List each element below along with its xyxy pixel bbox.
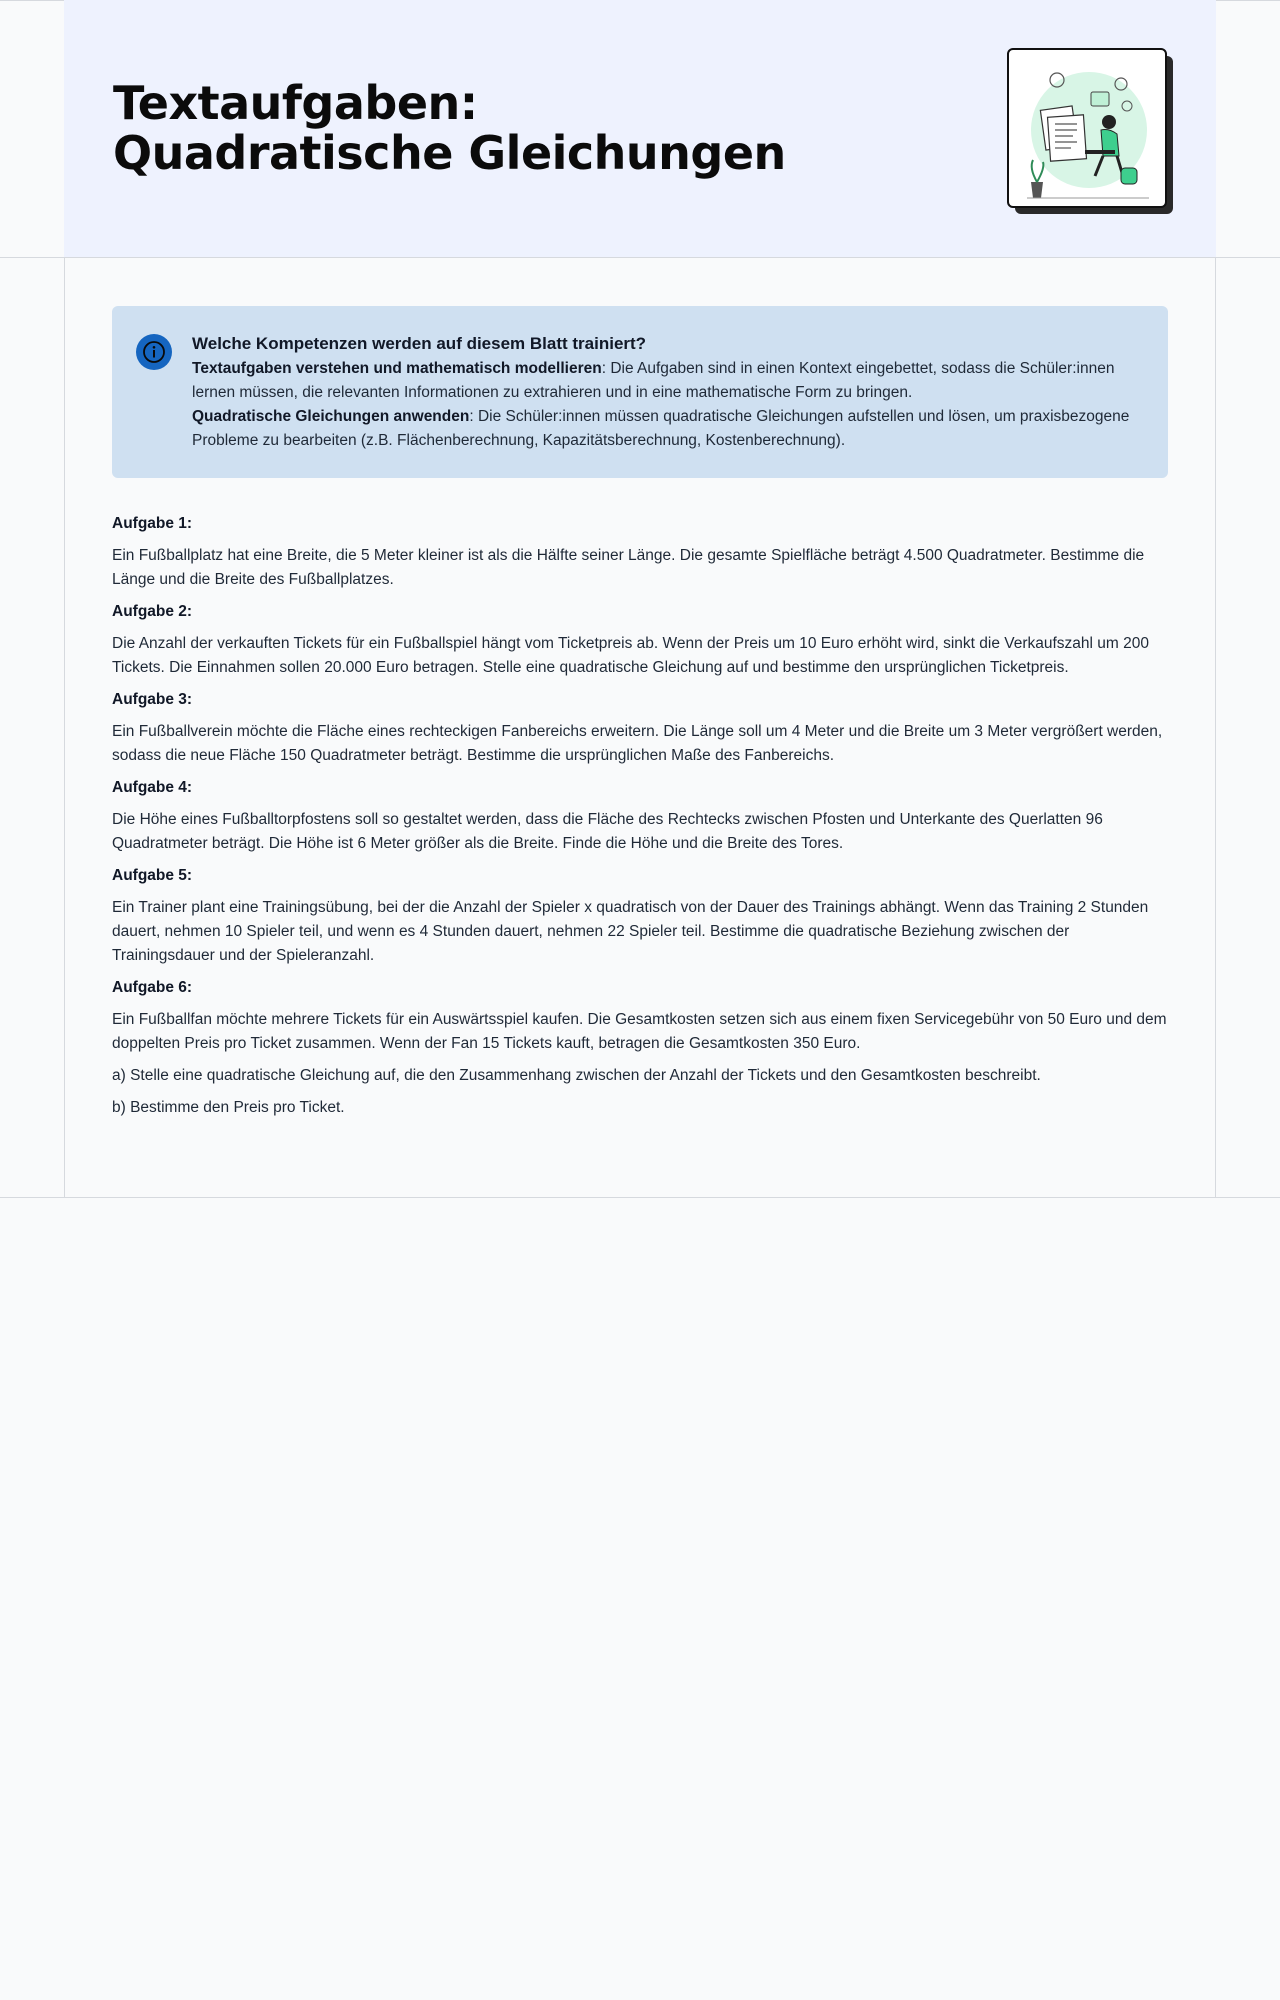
task-title: Aufgabe 4:: [112, 779, 193, 796]
page-title: [113, 78, 786, 178]
task-title: Aufgabe 6:: [112, 979, 193, 996]
worksheet-content: [112, 306, 1168, 1128]
task-2: [112, 600, 1168, 680]
task-subquestion-a: a) Stelle eine quadratische Gleichung auf, die den Zusammenhang zwischen der Anzahl der Tickets und den Gesamtkosten beschreibt.: [112, 1067, 1041, 1084]
header-divider-line: [0, 257, 1280, 258]
task-text: Die Anzahl der verkauften Tickets für ein Fußballspiel hängt vom Ticketpreis ab. Wenn der Preis um 10 Euro erhöht wird, sinkt die Verkaufszahl um 200 Tickets. Die Einnahmen sollen 20.000 Euro betragen. Stelle eine quadratische Gleichung auf und bestimme den ursprünglichen Ticketpreis.: [112, 635, 1150, 676]
title-line-1: Textaufgaben:: [113, 76, 478, 130]
task-title: Aufgabe 3:: [112, 691, 193, 708]
task-title: Aufgabe 2:: [112, 603, 193, 620]
task-5: [112, 864, 1168, 968]
task-title: Aufgabe 5:: [112, 867, 193, 884]
competency-item: [192, 357, 1138, 405]
task-title: Aufgabe 1:: [112, 515, 193, 532]
task-text: Ein Fußballplatz hat eine Breite, die 5 Meter kleiner ist als die Hälfte seiner Länge. Die gesamte Spielfläche beträgt 4.500 Quadratmeter. Bestimme die Länge und die Breite des Fußballplatzes.: [112, 547, 1145, 588]
competency-label: Quadratische Gleichungen anwenden: [192, 408, 470, 425]
worksheet-header: [64, 0, 1216, 257]
student-studying-illustration-svg: [1009, 50, 1165, 206]
task-6: [112, 976, 1168, 1120]
task-text: Die Höhe eines Fußballtorpfostens soll so gestaltet werden, dass die Fläche des Rechtecks zwischen Pfosten und Unterkante des Querlatten 96 Quadratmeter beträgt. Die Höhe ist 6 Meter größer als die Breite. Finde die Höhe und die Breite des Tores.: [112, 811, 1103, 852]
info-icon: [136, 334, 172, 370]
competency-text: : Die Schüler:innen müssen quadratische Gleichungen aufstellen und lösen, um praxisbezogene Probleme zu bearbeiten (z.B. Flächenberechnung, Kapazitätsberechnung, Kostenberechnung).: [192, 408, 1130, 449]
header-illustration: [1007, 48, 1169, 210]
competency-text: : Die Aufgaben sind in einen Kontext eingebettet, sodass die Schüler:innen lernen müssen, die relevanten Informationen zu extrahieren und in eine mathematische Form zu bringen.: [192, 360, 1115, 401]
task-text: Ein Trainer plant eine Trainingsübung, bei der die Anzahl der Spieler x quadratisch von der Dauer des Trainings abhängt. Wenn das Training 2 Stunden dauert, nehmen 10 Spieler teil, und wenn es 4 Stunden dauert, nehmen 22 Spieler teil. Bestimme die quadratische Beziehung zwischen der Trainingsdauer und der Spieleranzahl.: [112, 899, 1149, 964]
task-text: Ein Fußballfan möchte mehrere Tickets für ein Auswärtsspiel kaufen. Die Gesamtkosten setzen sich aus einem fixen Servicegebühr von 50 Euro und dem doppelten Preis pro Ticket zusammen. Wenn der Fan 15 Tickets kauft, betragen die Gesamtkosten 350 Euro.: [112, 1011, 1167, 1052]
task-4: [112, 776, 1168, 856]
task-1: [112, 512, 1168, 592]
student-studying-illustration-icon: [1007, 48, 1167, 208]
task-list: [112, 512, 1168, 1120]
content-bottom-line: [0, 1197, 1280, 1198]
info-heading: Welche Kompetenzen werden auf diesem Blatt trainiert?: [192, 334, 647, 353]
task-3: [112, 688, 1168, 768]
competency-item: [192, 405, 1138, 453]
competency-label: Textaufgaben verstehen und mathematisch modellieren: [192, 360, 602, 377]
task-text: Ein Fußballverein möchte die Fläche eines rechteckigen Fanbereichs erweitern. Die Länge soll um 4 Meter und die Breite um 3 Meter vergrößert werden, sodass die neue Fläche 150 Quadratmeter beträgt. Bestimme die ursprünglichen Maße des Fanbereichs.: [112, 723, 1163, 764]
title-line-2: Quadratische Gleichungen: [113, 126, 786, 180]
competency-info-box: [112, 306, 1168, 478]
task-subquestion-b: b) Bestimme den Preis pro Ticket.: [112, 1099, 345, 1116]
